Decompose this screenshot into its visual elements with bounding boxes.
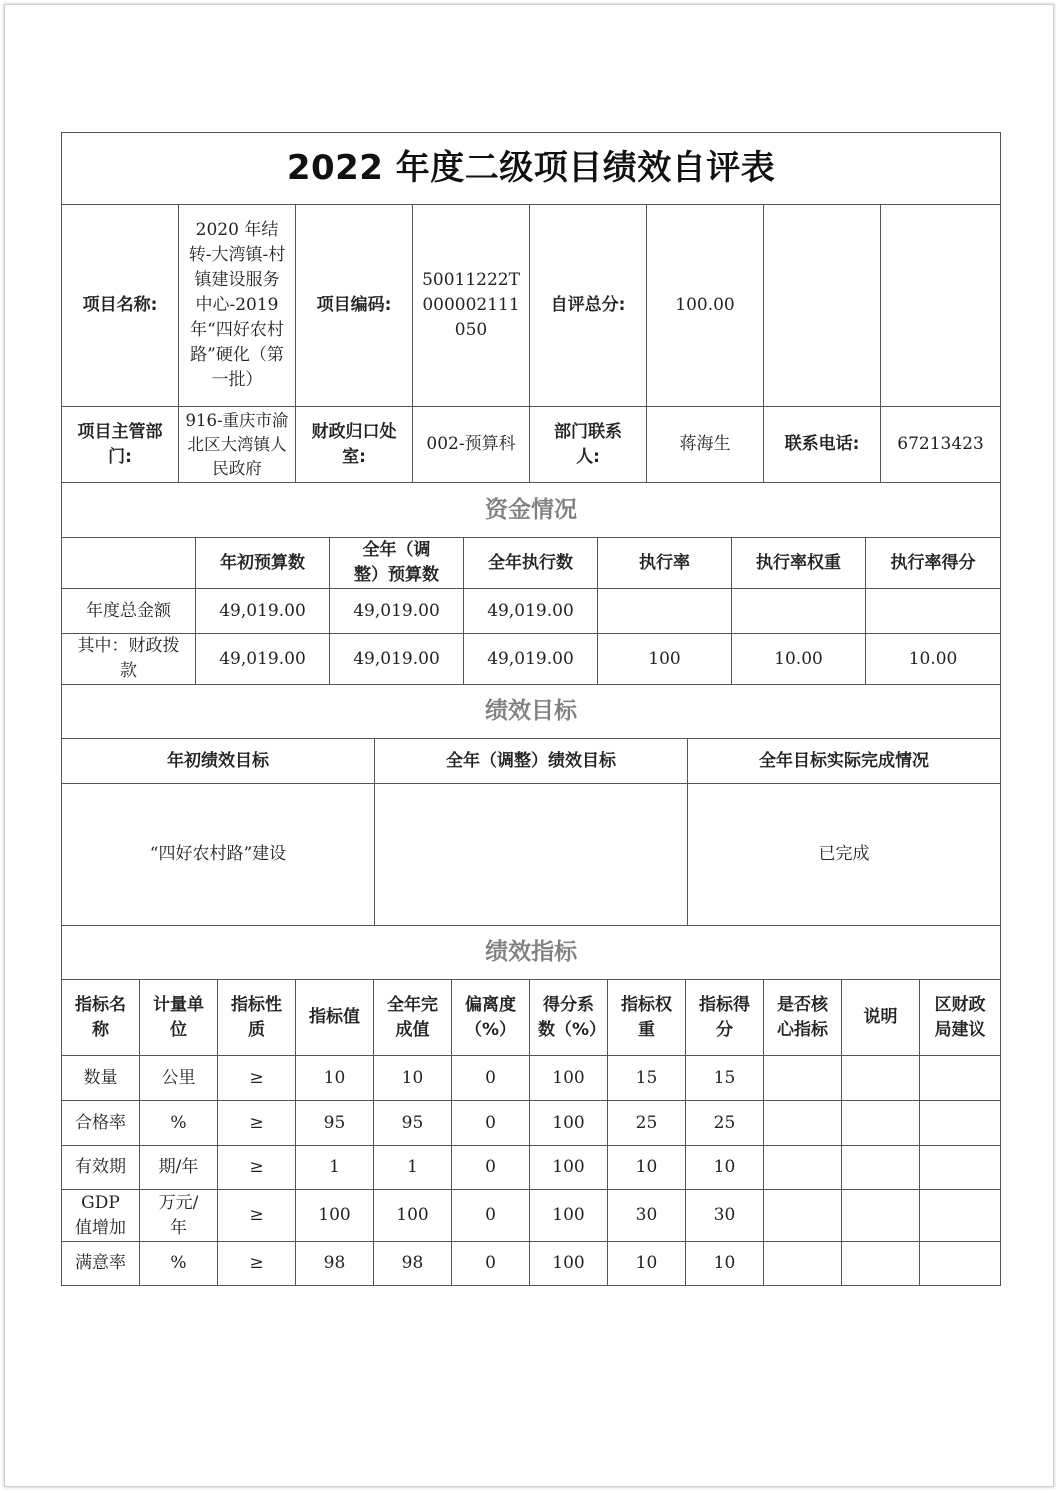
indicator-advice [920,1242,1001,1286]
score-label: 自评总分: [530,205,647,407]
indicator-unit: 公里 [140,1056,218,1101]
empty-cell [764,205,881,407]
funds-cell: 49,019.00 [330,634,464,685]
indicator-name: 满意率 [62,1242,140,1286]
indicator-coefficient: 100 [530,1056,608,1101]
project-name: 2020 年结转-大湾镇-村镇建设服务中心-2019 年“四好农村路”硬化（第一批） [179,205,296,407]
finance-value: 002-预算科 [413,407,530,483]
funds-cell: 49,019.00 [464,634,598,685]
table-row [62,1242,1001,1286]
finance-label: 财政归口处室: [296,407,413,483]
indicator-core [764,1190,842,1242]
page-title: 2022 年度二级项目绩效自评表 [62,133,1001,205]
indicator-coefficient: 100 [530,1242,608,1286]
indicators-header: 全年完成值 [374,980,452,1056]
indicator-unit: 万元/年 [140,1190,218,1242]
indicator-score: 30 [686,1190,764,1242]
indicator-weight: 30 [608,1190,686,1242]
indicator-target: 10 [296,1056,374,1101]
indicators-table [61,925,1001,1286]
indicator-coefficient: 100 [530,1190,608,1242]
indicator-name: GDP 值增加 [62,1190,140,1242]
project-name-label: 项目名称: [62,205,179,407]
indicator-deviation: 0 [452,1242,530,1286]
funds-header: 全年（调整）预算数 [330,538,464,589]
indicator-score: 15 [686,1056,764,1101]
indicator-nature: ≥ [218,1101,296,1146]
indicators-header: 指标值 [296,980,374,1056]
info-table [61,132,1001,483]
funds-cell: 49,019.00 [330,589,464,634]
indicator-weight: 15 [608,1056,686,1101]
indicator-unit: % [140,1242,218,1286]
indicator-weight: 25 [608,1101,686,1146]
indicator-nature: ≥ [218,1242,296,1286]
funds-cell [866,589,1001,634]
funds-cell: 49,019.00 [196,634,330,685]
funds-cell [732,589,866,634]
table-row [62,1146,1001,1190]
funds-row-label: 其中：财政拨款 [62,634,196,685]
indicator-target: 98 [296,1242,374,1286]
indicator-weight: 10 [608,1242,686,1286]
indicators-section-title: 绩效指标 [62,926,1001,980]
indicators-header: 区财政局建议 [920,980,1001,1056]
indicator-nature: ≥ [218,1146,296,1190]
funds-row [62,634,1001,685]
indicator-note [842,1101,920,1146]
indicator-name: 有效期 [62,1146,140,1190]
score-value: 100.00 [647,205,764,407]
goals-table [61,684,1001,926]
funds-section-title: 资金情况 [62,483,1001,538]
indicators-header: 偏离度（%） [452,980,530,1056]
indicator-unit: % [140,1101,218,1146]
indicators-header: 得分系数（%） [530,980,608,1056]
dept-label: 项目主管部门: [62,407,179,483]
indicator-deviation: 0 [452,1101,530,1146]
indicator-note [842,1146,920,1190]
indicator-actual: 98 [374,1242,452,1286]
project-code-label: 项目编码: [296,205,413,407]
indicator-note [842,1056,920,1101]
goal-initial: “四好农村路”建设 [62,784,375,926]
goals-header: 全年目标实际完成情况 [688,739,1001,784]
phone-label: 联系电话: [764,407,881,483]
indicator-advice [920,1146,1001,1190]
indicator-coefficient: 100 [530,1146,608,1190]
phone-value: 67213423 [881,407,1001,483]
funds-header: 执行率得分 [866,538,1001,589]
indicator-note [842,1190,920,1242]
dept-value: 916-重庆市渝北区大湾镇人民政府 [179,407,296,483]
indicators-header: 是否核心指标 [764,980,842,1056]
empty-cell [881,205,1001,407]
indicator-nature: ≥ [218,1190,296,1242]
indicators-header: 指标权重 [608,980,686,1056]
project-code: 50011222T000002111050 [413,205,530,407]
indicator-target: 100 [296,1190,374,1242]
indicators-header: 指标名称 [62,980,140,1056]
indicators-header: 指标得分 [686,980,764,1056]
funds-table [61,482,1001,685]
funds-header-empty [62,538,196,589]
table-row [62,1190,1001,1242]
indicator-core [764,1242,842,1286]
indicator-weight: 10 [608,1146,686,1190]
contact-label: 部门联系人: [530,407,647,483]
indicator-name: 数量 [62,1056,140,1101]
indicator-actual: 100 [374,1190,452,1242]
indicator-deviation: 0 [452,1190,530,1242]
contact-value: 蒋海生 [647,407,764,483]
table-row [62,1101,1001,1146]
funds-cell: 49,019.00 [464,589,598,634]
funds-cell [598,589,732,634]
indicators-header: 指标性质 [218,980,296,1056]
indicator-score: 25 [686,1101,764,1146]
table-row [62,1056,1001,1101]
funds-row-label: 年度总金额 [62,589,196,634]
indicator-nature: ≥ [218,1056,296,1101]
indicators-header: 说明 [842,980,920,1056]
indicator-unit: 期/年 [140,1146,218,1190]
goal-actual: 已完成 [688,784,1001,926]
indicator-actual: 1 [374,1146,452,1190]
funds-cell: 10.00 [866,634,1001,685]
funds-cell: 49,019.00 [196,589,330,634]
indicator-actual: 95 [374,1101,452,1146]
goals-header: 年初绩效目标 [62,739,375,784]
funds-cell: 10.00 [732,634,866,685]
funds-header: 执行率权重 [732,538,866,589]
funds-row [62,589,1001,634]
indicator-advice [920,1056,1001,1101]
indicator-deviation: 0 [452,1056,530,1101]
funds-header: 执行率 [598,538,732,589]
funds-header: 全年执行数 [464,538,598,589]
goals-header: 全年（调整）绩效目标 [375,739,688,784]
indicator-advice [920,1101,1001,1146]
funds-header: 年初预算数 [196,538,330,589]
indicator-core [764,1056,842,1101]
indicator-target: 95 [296,1101,374,1146]
indicator-core [764,1146,842,1190]
indicator-core [764,1101,842,1146]
indicator-advice [920,1190,1001,1242]
evaluation-form [61,132,1000,1286]
indicator-actual: 10 [374,1056,452,1101]
indicator-name: 合格率 [62,1101,140,1146]
indicator-note [842,1242,920,1286]
goal-adjusted [375,784,688,926]
indicator-deviation: 0 [452,1146,530,1190]
indicator-target: 1 [296,1146,374,1190]
goals-section-title: 绩效目标 [62,685,1001,739]
indicator-coefficient: 100 [530,1101,608,1146]
indicators-header: 计量单位 [140,980,218,1056]
funds-cell: 100 [598,634,732,685]
indicator-score: 10 [686,1242,764,1286]
indicator-score: 10 [686,1146,764,1190]
